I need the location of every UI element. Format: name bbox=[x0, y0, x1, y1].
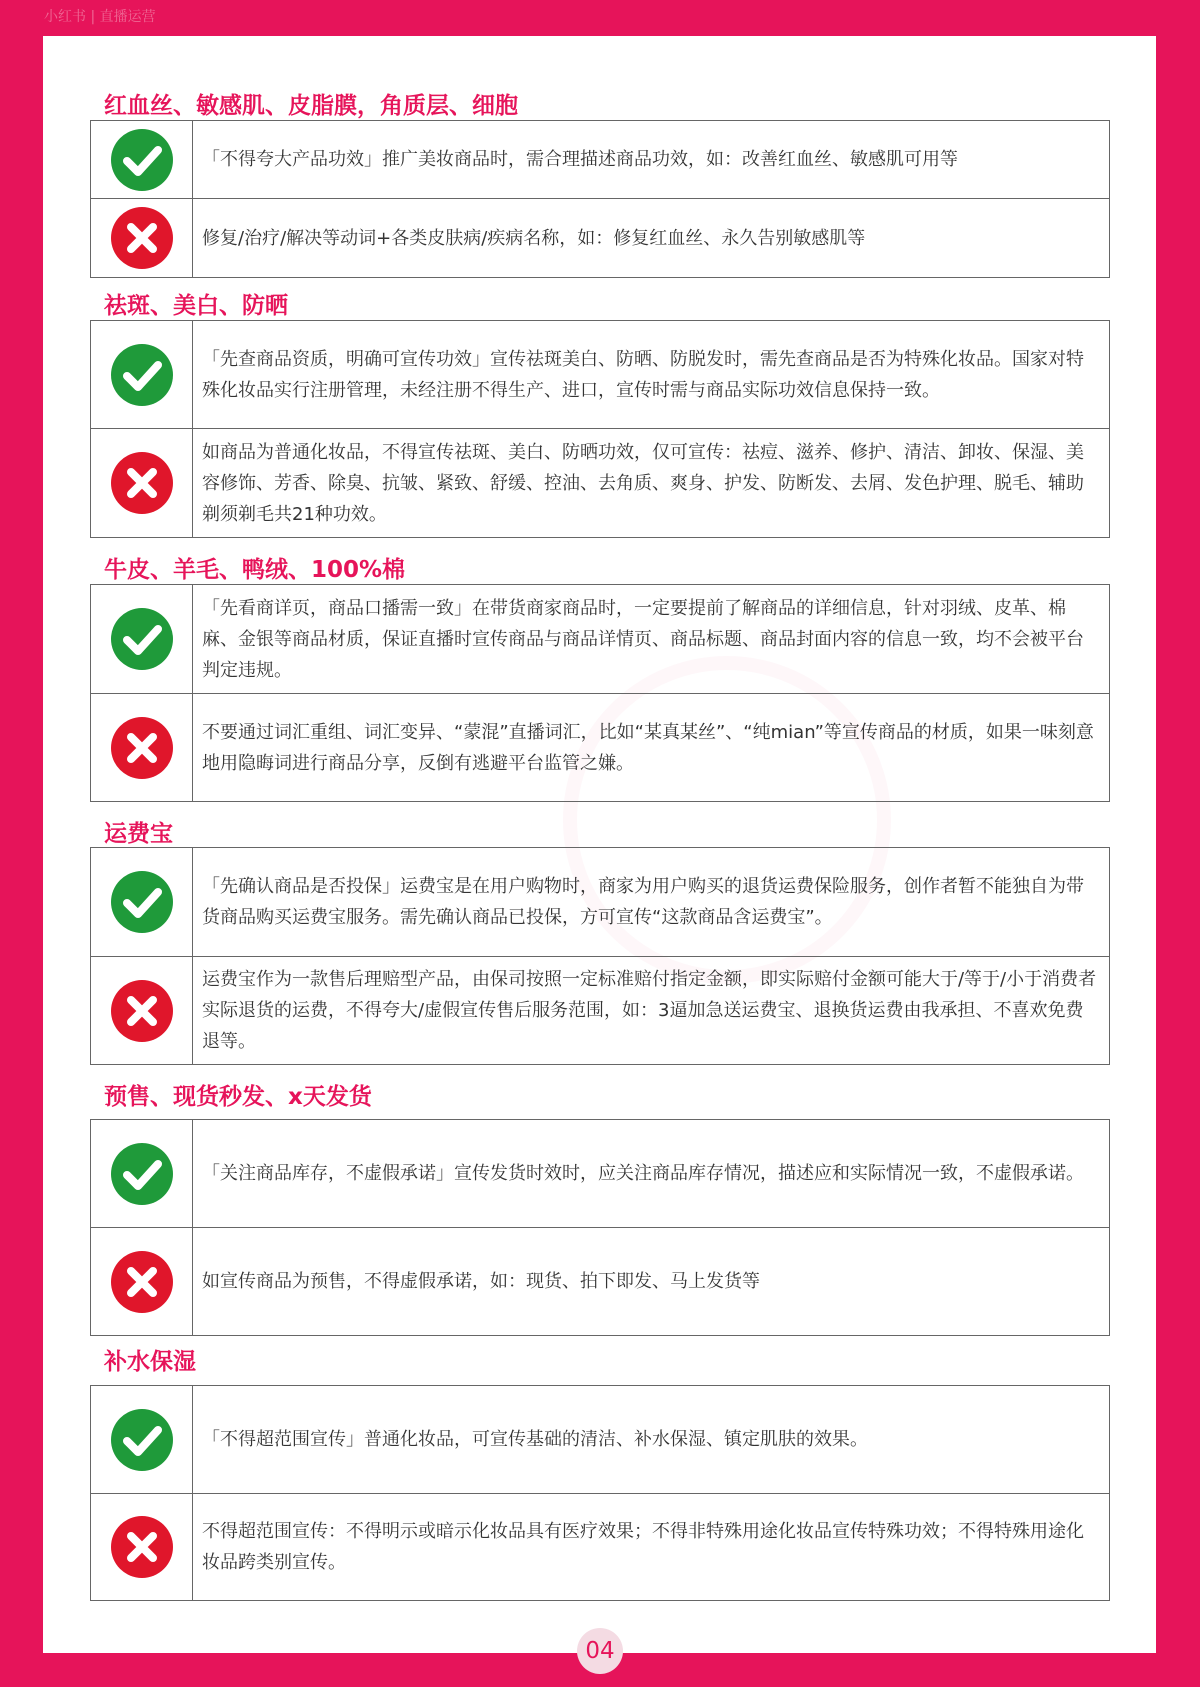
section-title: 运费宝 bbox=[104, 821, 173, 847]
document-page bbox=[43, 36, 1156, 1653]
rules-table bbox=[90, 1385, 1110, 1601]
cross-circle-icon bbox=[111, 207, 173, 269]
forbidden-text: 如商品为普通化妆品，不得宣传祛斑、美白、防晒功效，仅可宣传：祛痘、滋养、修护、清洁、卸妆、保湿、美容修饰、芳香、除臭、抗皱、紧致、舒缓、控油、去角质、爽身、护发、防断发、去屑、发色护理、脱毛、辅助剃须剃毛共21种功效。 bbox=[202, 441, 1084, 525]
forbidden-text: 不要通过词汇重组、词汇变异、“蒙混”直播词汇，比如“某真某丝”、“纯mian”等宣传商品的材质，如果一味刻意地用隐晦词进行商品分享，反倒有逃避平台监管之嫌。 bbox=[202, 721, 1094, 774]
allowed-text: 「先确认商品是否投保」运费宝是在用户购物时，商家为用户购买的退货运费保险服务，创作者暂不能独自为带货商品购买运费宝服务。需先确认商品已投保，方可宣传“这款商品含运费宝”。 bbox=[202, 876, 1084, 928]
rules-table bbox=[90, 584, 1110, 802]
section-title: 祛斑、美白、防晒 bbox=[104, 293, 288, 319]
check-circle-icon bbox=[111, 129, 173, 191]
section-title: 补水保湿 bbox=[104, 1349, 196, 1375]
allowed-row bbox=[91, 848, 1109, 956]
allowed-row bbox=[91, 585, 1109, 693]
cross-circle-icon bbox=[111, 717, 173, 779]
section-title: 牛皮、羊毛、鸭绒、100%棉 bbox=[104, 557, 406, 583]
cross-circle-icon bbox=[111, 980, 173, 1042]
cross-circle-icon bbox=[111, 1516, 173, 1578]
forbidden-row bbox=[91, 1227, 1109, 1335]
forbidden-row bbox=[91, 428, 1109, 537]
rules-table bbox=[90, 120, 1110, 278]
check-circle-icon bbox=[111, 871, 173, 933]
rules-table bbox=[90, 847, 1110, 1065]
forbidden-row bbox=[91, 693, 1109, 801]
allowed-text: 「不得超范围宣传」普通化妆品，可宣传基础的清洁、补水保湿、镇定肌肤的效果。 bbox=[202, 1429, 868, 1450]
check-circle-icon bbox=[111, 344, 173, 406]
rules-table bbox=[90, 1119, 1110, 1336]
allowed-text: 「不得夸大产品功效」推广美妆商品时，需合理描述商品功效，如：改善红血丝、敏感肌可用等 bbox=[202, 149, 958, 170]
allowed-row bbox=[91, 121, 1109, 198]
forbidden-text: 如宣传商品为预售，不得虚假承诺，如：现货、拍下即发、马上发货等 bbox=[202, 1271, 760, 1292]
allowed-row bbox=[91, 1386, 1109, 1493]
section-title: 预售、现货秒发、x天发货 bbox=[104, 1084, 372, 1110]
forbidden-row bbox=[91, 198, 1109, 277]
allowed-text: 「关注商品库存，不虚假承诺」宣传发货时效时，应关注商品库存情况，描述应和实际情况一致，不虚假承诺。 bbox=[202, 1163, 1084, 1184]
forbidden-text: 运费宝作为一款售后理赔型产品，由保司按照一定标准赔付指定金额，即实际赔付金额可能大于/等于/小于消费者实际退货的运费，不得夸大/虚假宣传售后服务范围，如：3逼加急送运费宝、退换货运费由我承担、不喜欢免费退等。 bbox=[202, 969, 1097, 1052]
allowed-text: 「先查商品资质，明确可宣传功效」宣传祛斑美白、防晒、防脱发时，需先查商品是否为特殊化妆品。国家对特殊化妆品实行注册管理，未经注册不得生产、进口，宣传时需与商品实际功效信息保持一致。 bbox=[202, 348, 1084, 401]
rules-table bbox=[90, 320, 1110, 538]
cross-circle-icon bbox=[111, 452, 173, 514]
allowed-row bbox=[91, 321, 1109, 428]
forbidden-row bbox=[91, 1493, 1109, 1600]
forbidden-row bbox=[91, 956, 1109, 1064]
forbidden-text: 修复/治疗/解决等动词+各类皮肤病/疾病名称，如：修复红血丝、永久告别敏感肌等 bbox=[202, 227, 866, 249]
corner-text: 小红书 | 直播运营 bbox=[44, 9, 156, 25]
page-number: 04 bbox=[577, 1628, 623, 1674]
section-title: 红血丝、敏感肌、皮脂膜，角质层、细胞 bbox=[104, 93, 518, 119]
check-circle-icon bbox=[111, 608, 173, 670]
cross-circle-icon bbox=[111, 1251, 173, 1313]
allowed-text: 「先看商详页，商品口播需一致」在带货商家商品时，一定要提前了解商品的详细信息，针对羽绒、皮革、棉麻、金银等商品材质，保证直播时宣传商品与商品详情页、商品标题、商品封面内容的信息一致，均不会被平台判定违规。 bbox=[202, 597, 1084, 681]
forbidden-text: 不得超范围宣传：不得明示或暗示化妆品具有医疗效果；不得非特殊用途化妆品宣传特殊功效；不得特殊用途化妆品跨类别宣传。 bbox=[202, 1521, 1084, 1573]
check-circle-icon bbox=[111, 1143, 173, 1205]
allowed-row bbox=[91, 1120, 1109, 1227]
check-circle-icon bbox=[111, 1409, 173, 1471]
